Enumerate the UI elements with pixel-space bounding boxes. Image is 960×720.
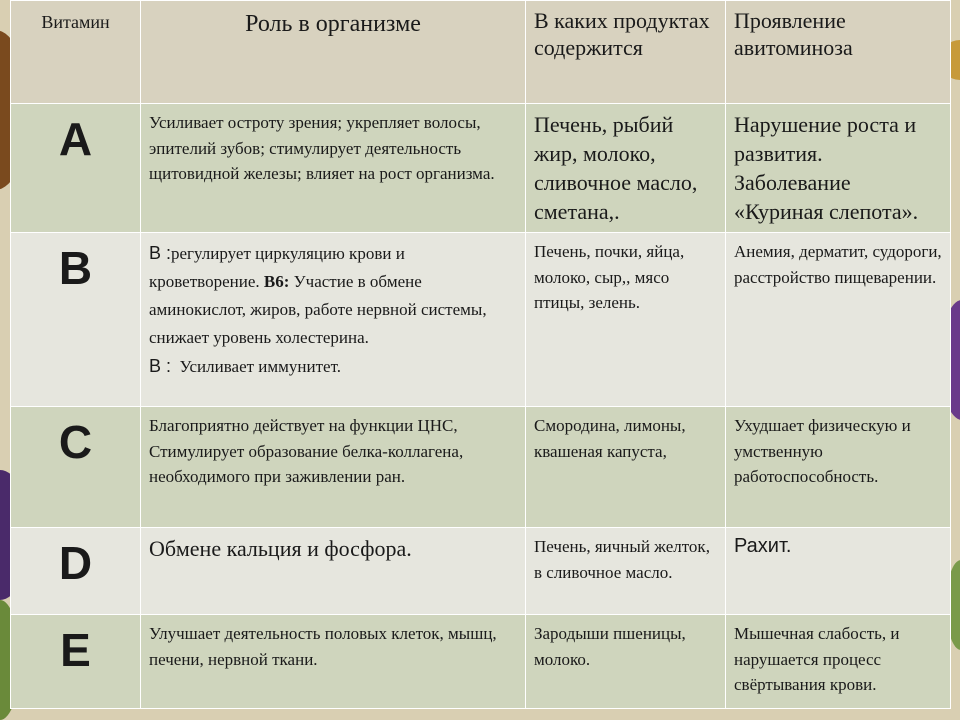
vitamin-role: Обмене кальция и фосфора.	[141, 528, 526, 615]
table-row	[11, 407, 951, 528]
vitamin-role: Улучшает деятельность половых клеток, мышц, печени, нервной ткани.	[141, 615, 526, 709]
header-deficiency: Проявление авитоминоза	[726, 1, 951, 104]
table-row	[11, 528, 951, 615]
vitamin-products: Печень, яичный желток, в сливочное масло.	[526, 528, 726, 615]
vitamin-deficiency: Мышечная слабость, и нарушается процесс свёртывания крови.	[726, 615, 951, 709]
header-vitamin: Витамин	[11, 1, 141, 104]
vitamin-deficiency: Нарушение роста и развития. Заболевание «Куриная слепота».	[726, 104, 951, 233]
table-row	[11, 615, 951, 709]
table-row	[11, 233, 951, 407]
vitamin-deficiency: Ухудшает физическую и умственную работоспособность.	[726, 407, 951, 528]
vitamin-products: Печень, почки, яйца, молоко, сыр,, мясо птицы, зелень.	[526, 233, 726, 407]
vitamin-products: Смородина, лимоны, квашеная капуста,	[526, 407, 726, 528]
vitamin-name: A	[11, 104, 141, 233]
table-header-row	[11, 1, 951, 104]
vitamin-deficiency: Рахит.	[726, 528, 951, 615]
role-b-prefix-2: B :	[149, 356, 172, 376]
header-products: В каких продуктах содержится	[526, 1, 726, 104]
role-b-text: регулирует циркуляцию крови и кроветворение.	[149, 244, 405, 291]
role-b-text-2: Усиливает иммунитет.	[179, 357, 341, 376]
vitamin-name: C	[11, 407, 141, 528]
role-b-prefix: B :	[149, 243, 172, 263]
vitamin-products: Зародыши пшеницы, молоко.	[526, 615, 726, 709]
vitamin-deficiency: Анемия, дерматит, судороги, расстройство пищеварении.	[726, 233, 951, 407]
header-role: Роль в организме	[141, 1, 526, 104]
vitamin-role: Усиливает остроту зрения; укрепляет волосы, эпителий зубов; стимулирует деятельность щитовидной железы; влияет на рост организма.	[141, 104, 526, 233]
vitamin-name: B	[11, 233, 141, 407]
vitamin-role: Благоприятно действует на функции ЦНС, Стимулирует образование белка-коллагена, необходимого при заживлении ран.	[141, 407, 526, 528]
table-row	[11, 104, 951, 233]
vitamin-role	[141, 233, 526, 407]
vitamin-table	[10, 0, 951, 709]
role-b6-label: B6:	[263, 272, 290, 291]
vitamin-name: E	[11, 615, 141, 709]
vitamin-products: Печень, рыбий жир, молоко, сливочное масло, сметана,.	[526, 104, 726, 233]
vitamin-name: D	[11, 528, 141, 615]
role-b6-text: Участие в обмене аминокислот, жиров, работе нервной системы, снижает уровень холестерина.	[149, 272, 487, 347]
